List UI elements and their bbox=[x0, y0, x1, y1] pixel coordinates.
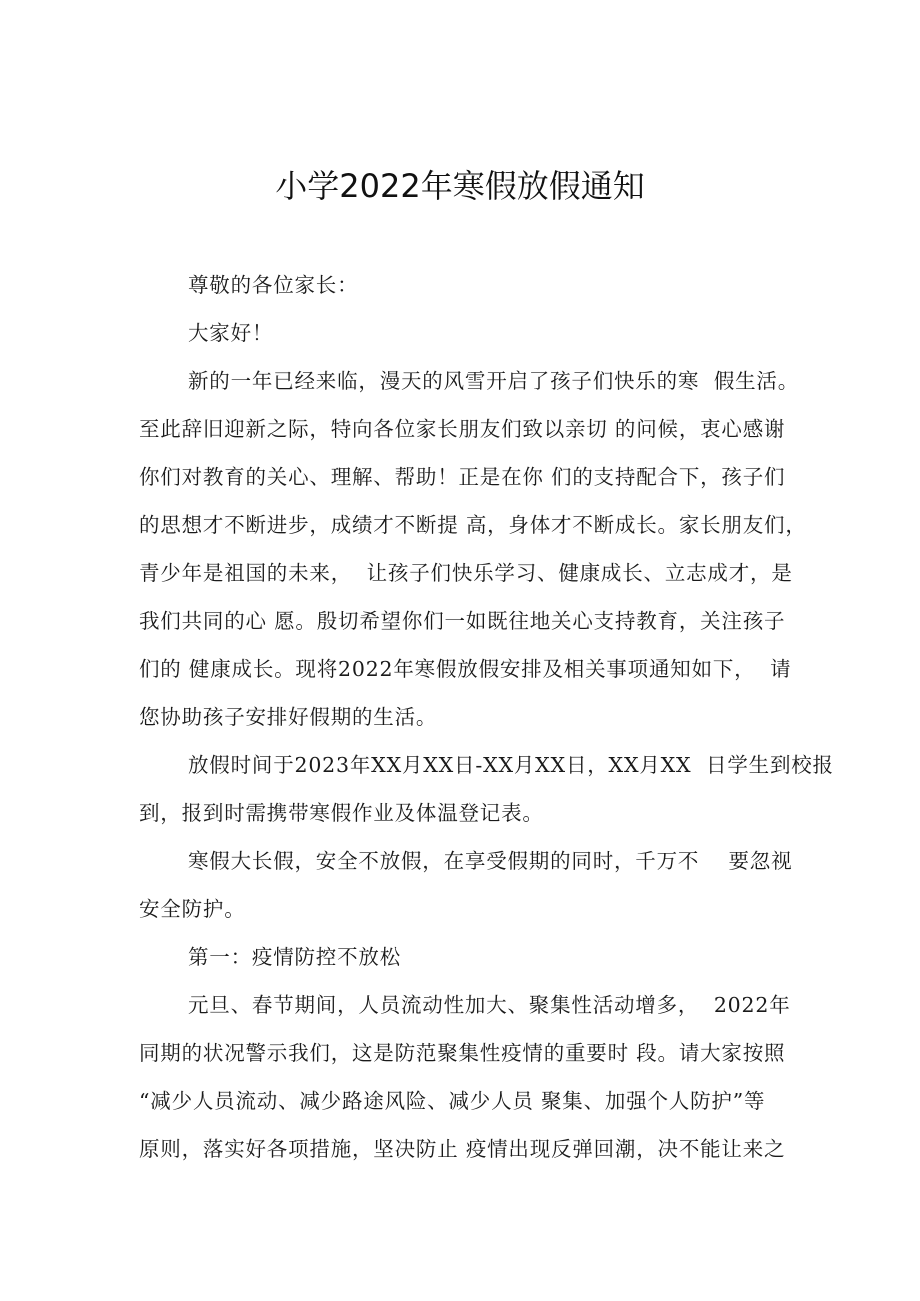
paragraph-line: “减少人员流动、减少路途风险、减少人员 聚集、加强个人防护”等 bbox=[139, 1089, 766, 1113]
paragraph-line: 们的 健康成长。现将2022年寒假放假安排及相关事项通知如下， 请 bbox=[139, 657, 792, 681]
paragraph-line: 新的一年已经来临，漫天的风雪开启了孩子们快乐的寒 假生活。 bbox=[188, 369, 800, 393]
paragraph-line: 同期的状况警示我们，这是防范聚集性疫情的重要时 段。请大家按照 bbox=[139, 1041, 786, 1065]
document-title: 小学2022年寒假放假通知 bbox=[275, 167, 645, 205]
paragraph-line: 的思想才不断进步，成绩才不断提 高，身体才不断成长。家长朋友们， bbox=[139, 513, 807, 537]
salutation-line: 尊敬的各位家长： bbox=[188, 273, 359, 297]
paragraph-line: 你们对教育的关心、理解、帮助！正是在你 们的支持配合下，孩子们 bbox=[139, 465, 786, 489]
paragraph-line: 安全防护。 bbox=[139, 897, 246, 921]
paragraph-line: 至此辞旧迎新之际，特向各位家长朋友们致以亲切 的问候，衷心感谢 bbox=[139, 417, 786, 441]
paragraph-line: 原则，落实好各项措施，坚决防止 疫情出现反弹回潮，决不能让来之 bbox=[139, 1137, 786, 1161]
paragraph-line: 您协助孩子安排好假期的生活。 bbox=[139, 705, 438, 729]
paragraph-line: 放假时间于2023年XX月XX日-XX月XX日，XX月XX 日学生到校报 bbox=[188, 753, 834, 777]
paragraph-line: 到，报到时需携带寒假作业及体温登记表。 bbox=[139, 801, 544, 825]
paragraph-line: 我们共同的心 愿。殷切希望你们一如既往地关心支持教育，关注孩子 bbox=[139, 609, 786, 633]
greeting-line: 大家好！ bbox=[188, 321, 274, 345]
paragraph-line: 寒假大长假，安全不放假，在享受假期的同时，千万不 要忽视 bbox=[188, 849, 793, 873]
paragraph-line: 青少年是祖国的未来， 让孩子们快乐学习、健康成长、立志成才，是 bbox=[139, 561, 793, 585]
section-heading: 第一：疫情防控不放松 bbox=[188, 945, 401, 969]
paragraph-line: 元旦、春节期间，人员流动性加大、聚集性活动增多， 2022年 bbox=[188, 993, 791, 1017]
